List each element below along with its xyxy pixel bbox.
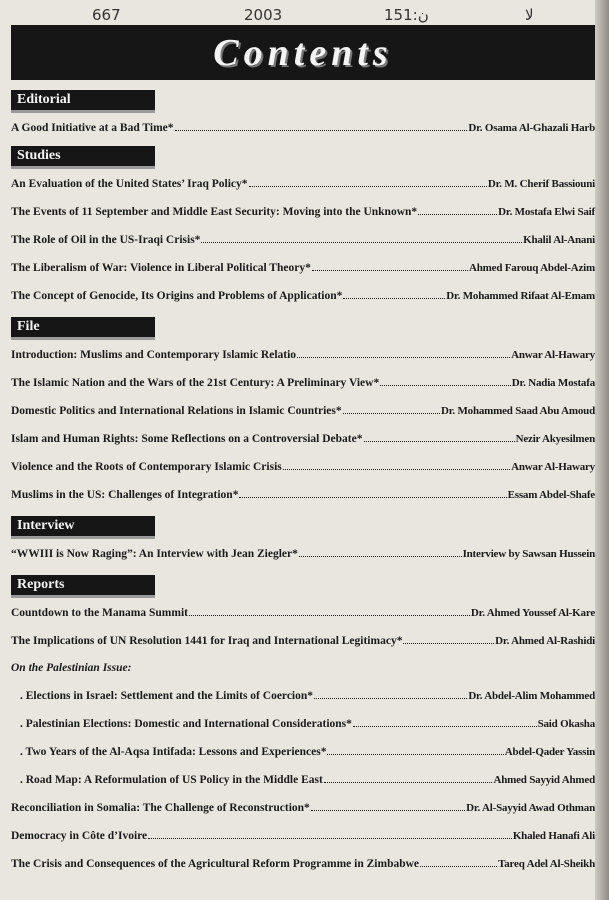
entry-title: Violence and the Roots of Contemporary Islamic Crisis	[11, 461, 282, 473]
dot-leader	[403, 634, 494, 644]
subheading: On the Palestinian Issue:	[11, 662, 132, 674]
toc-entry[interactable]	[11, 376, 595, 389]
entry-title: The Implications of UN Resolution 1441 for Iraq and International Legitimacy*	[11, 635, 403, 647]
table-of-contents	[11, 86, 595, 885]
dot-leader	[364, 432, 515, 442]
toc-entry[interactable]	[11, 634, 595, 647]
entry-title: . Road Map: A Reformulation of US Policy in the Middle East	[20, 774, 323, 786]
handwritten-year: 2003	[244, 6, 283, 24]
toc-entry[interactable]	[11, 547, 595, 560]
dot-leader	[148, 829, 512, 839]
entry-author: Dr. Mohammed Rifaat Al-Emam	[446, 290, 595, 302]
handwritten-issue: ن:151	[384, 6, 429, 24]
entry-title: Introduction: Muslims and Contemporary Islamic Relatio	[11, 349, 297, 361]
entry-title: Domestic Politics and International Relations in Islamic Countries*	[11, 405, 342, 417]
entry-title: Countdown to the Manama Summit	[11, 607, 188, 619]
entry-author: Ahmed Sayyid Ahmed	[493, 774, 595, 786]
toc-entry[interactable]	[11, 745, 595, 758]
entry-author: Dr. M. Cherif Bassiouni	[487, 178, 595, 190]
toc-entry[interactable]	[11, 432, 595, 445]
dot-leader	[249, 177, 487, 187]
entry-author: Dr. Mohammed Saad Abu Amoud	[440, 405, 595, 417]
toc-entry[interactable]	[11, 801, 595, 814]
entry-author: Abdel-Qader Yassin	[504, 746, 595, 758]
scan-page-edge	[595, 0, 609, 900]
entry-title: Reconciliation in Somalia: The Challenge of Reconstruction*	[11, 802, 310, 814]
entry-title: . Palestinian Elections: Domestic and International Considerations*	[20, 718, 352, 730]
dot-leader	[343, 404, 440, 414]
entry-author: Dr. Al-Sayyid Awad Othman	[466, 802, 595, 814]
toc-entry[interactable]	[11, 289, 595, 302]
section-header: Reports	[11, 575, 155, 595]
section-header: Editorial	[11, 90, 155, 110]
section-interview	[11, 516, 595, 560]
dot-leader	[418, 205, 497, 215]
section-header: Interview	[11, 516, 155, 536]
entry-author: Anwar Al-Hawary	[511, 461, 595, 473]
entry-author: Anwar Al-Hawary	[511, 349, 595, 361]
section-file	[11, 317, 595, 501]
entry-title: An Evaluation of the United States’ Iraq Policy*	[11, 178, 248, 190]
entry-author: Essam Abdel-Shafe	[507, 489, 595, 501]
dot-leader	[343, 289, 445, 299]
section-reports	[11, 575, 595, 870]
entry-author: Khalil Al-Anani	[523, 234, 595, 246]
toc-entry[interactable]	[11, 857, 595, 870]
toc-entry[interactable]	[11, 689, 595, 702]
section-studies	[11, 146, 595, 302]
toc-entry[interactable]	[11, 177, 595, 190]
entry-title: The Role of Oil in the US-Iraqi Crisis*	[11, 234, 201, 246]
dot-leader	[283, 460, 510, 470]
dot-leader	[201, 233, 522, 243]
entry-title: Democracy in Côte d’Ivoire	[11, 830, 148, 842]
entry-author: Khaled Hanafi Ali	[512, 830, 595, 842]
section-header: File	[11, 317, 155, 337]
handwritten-number: 667	[92, 6, 121, 24]
entry-author: Tareq Adel Al-Sheikh	[498, 858, 595, 870]
section-editorial	[11, 90, 595, 134]
entry-title: The Events of 11 September and Middle East Security: Moving into the Unknown*	[11, 206, 418, 218]
page-title: Contents	[213, 31, 393, 74]
handwritten-mark: لا	[525, 6, 534, 24]
entry-author: Dr. Ahmed Al-Rashidi	[495, 635, 595, 647]
entry-author: Ahmed Farouq Abdel-Azim	[469, 262, 595, 274]
entry-author: Dr. Mostafa Elwi Saif	[498, 206, 595, 218]
dot-leader	[324, 773, 493, 783]
entry-author: Dr. Ahmed Youssef Al-Kare	[470, 607, 595, 619]
entry-author: Nezir Akyesilmen	[515, 433, 595, 445]
toc-entry[interactable]	[11, 404, 595, 417]
entry-title: . Elections in Israel: Settlement and the Limits of Coercion*	[20, 690, 314, 702]
entry-title: The Liberalism of War: Violence in Liberal Political Theory*	[11, 262, 311, 274]
toc-entry[interactable]	[11, 773, 595, 786]
toc-entry[interactable]	[11, 488, 595, 501]
entry-author: Interview by Sawsan Hussein	[462, 548, 595, 560]
dot-leader	[189, 606, 470, 616]
dot-leader	[327, 745, 503, 755]
toc-entry[interactable]	[11, 717, 595, 730]
entry-title: The Islamic Nation and the Wars of the 21st Century: A Preliminary View*	[11, 377, 380, 389]
toc-entry[interactable]	[11, 829, 595, 842]
toc-entry[interactable]	[11, 233, 595, 246]
dot-leader	[175, 121, 468, 131]
entry-title: Muslims in the US: Challenges of Integration*	[11, 489, 239, 501]
toc-entry[interactable]	[11, 348, 595, 361]
entry-author: Dr. Nadia Mostafa	[511, 377, 595, 389]
dot-leader	[353, 717, 537, 727]
entry-title: A Good Initiative at a Bad Time*	[11, 122, 174, 134]
entry-author: Dr. Osama Al-Ghazali Harb	[468, 122, 595, 134]
dot-leader	[239, 488, 506, 498]
entry-title: The Crisis and Consequences of the Agricultural Reform Programme in Zimbabwe	[11, 858, 420, 870]
toc-entry[interactable]	[11, 606, 595, 619]
toc-entry[interactable]	[11, 121, 595, 134]
entry-title: . Two Years of the Al-Aqsa Intifada: Lessons and Experiences*	[20, 746, 327, 758]
toc-entry[interactable]	[11, 460, 595, 473]
dot-leader	[420, 857, 497, 867]
entry-author: Dr. Abdel-Alim Mohammed	[468, 690, 595, 702]
dot-leader	[299, 547, 462, 557]
entry-title: The Concept of Genocide, Its Origins and Problems of Application*	[11, 290, 343, 302]
dot-leader	[314, 689, 467, 699]
dot-leader	[312, 261, 468, 271]
section-header: Studies	[11, 146, 155, 166]
dot-leader	[311, 801, 465, 811]
entry-author: Said Okasha	[537, 718, 595, 730]
dot-leader	[380, 376, 511, 386]
dot-leader	[297, 348, 510, 358]
entry-title: “WWIII is Now Raging”: An Interview with Jean Ziegler*	[11, 548, 298, 560]
contents-banner	[11, 25, 595, 80]
toc-entry[interactable]	[11, 205, 595, 218]
entry-title: Islam and Human Rights: Some Reflections on a Controversial Debate*	[11, 433, 363, 445]
toc-entry[interactable]	[11, 261, 595, 274]
